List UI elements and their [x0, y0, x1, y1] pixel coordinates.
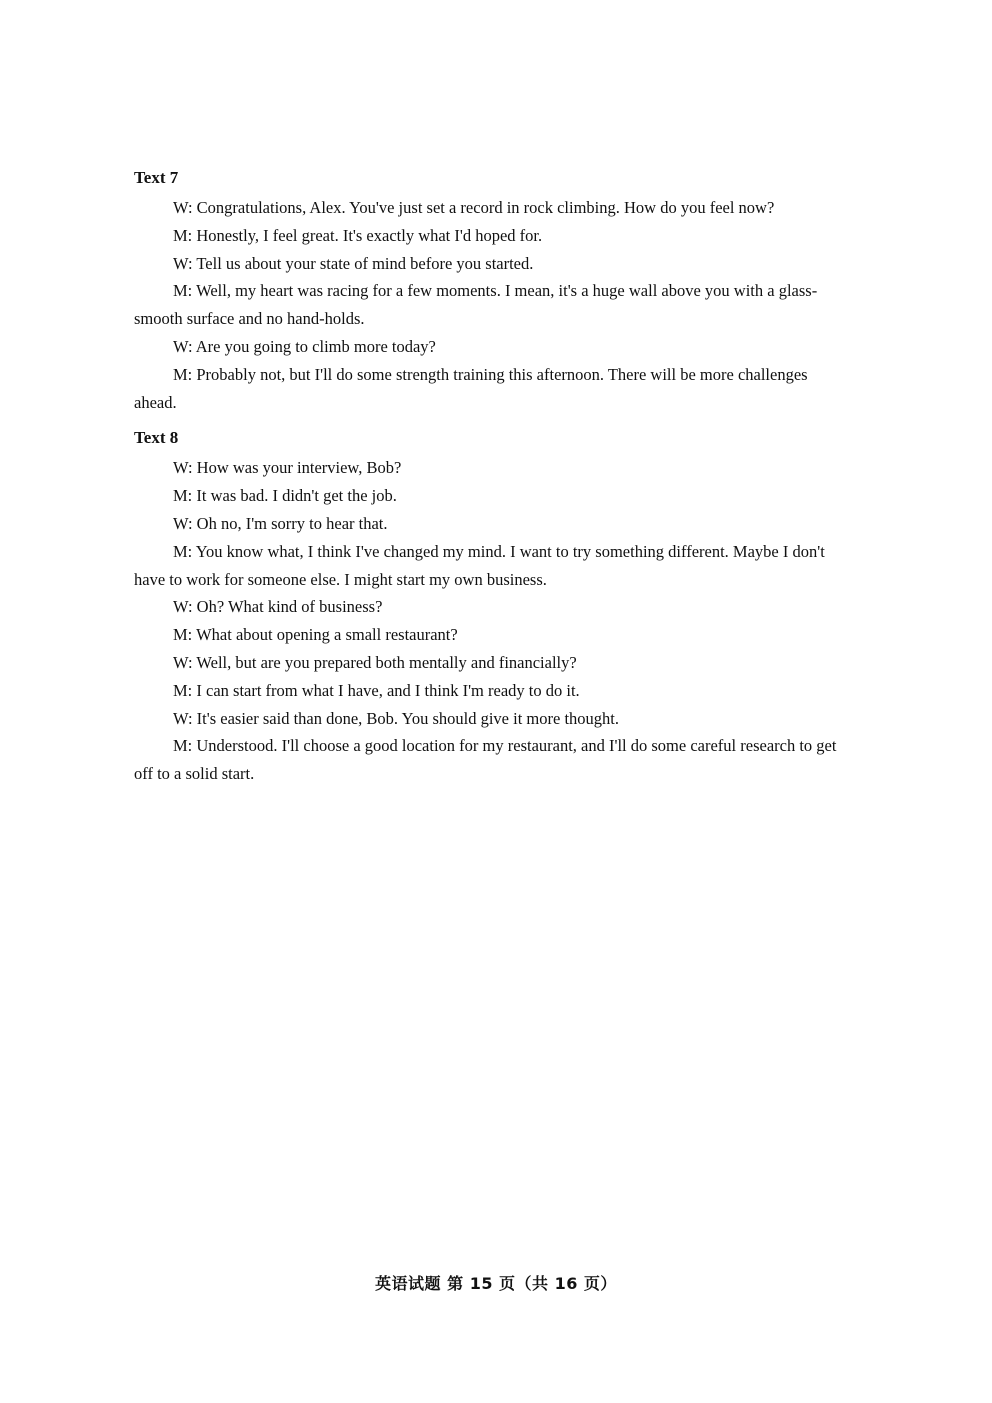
transcript-content: [134, 166, 846, 788]
dialogue-line: M: I can start from what I have, and I think I'm ready to do it.: [173, 680, 580, 700]
dialogue-line: W: Oh no, I'm sorry to hear that.: [173, 513, 388, 533]
dialogue-line: W: It's easier said than done, Bob. You should give it more thought.: [173, 708, 619, 728]
dialogue-line: M: Understood. I'll choose a good location for my restaurant, and I'll do some careful research to get off to a solid start.: [134, 736, 837, 784]
section-heading: Text 7: [134, 168, 179, 187]
page-footer: 英语试题 第 15 页（共 16 页）: [375, 1274, 617, 1293]
dialogue-line: W: How was your interview, Bob?: [173, 458, 402, 478]
dialogue-line: M: What about opening a small restaurant?: [173, 625, 458, 645]
dialogue-line: M: Honestly, I feel great. It's exactly what I'd hoped for.: [173, 225, 543, 245]
dialogue-line: W: Congratulations, Alex. You've just set a record in rock climbing. How do you feel now?: [173, 198, 775, 217]
dialogue-line: M: Probably not, but I'll do some strength training this afternoon. There will be more challenges ahead.: [134, 364, 808, 412]
dialogue-line: W: Are you going to climb more today?: [173, 336, 436, 356]
dialogue-line: W: Tell us about your state of mind before you started.: [173, 253, 534, 273]
transcript-section-text-7: [134, 166, 846, 416]
section-heading: Text 8: [134, 428, 179, 448]
dialogue-line: M: It was bad. I didn't get the job.: [173, 486, 397, 506]
dialogue-line: W: Well, but are you prepared both mentally and financially?: [173, 652, 577, 672]
dialogue-line: W: Oh? What kind of business?: [173, 597, 383, 617]
transcript-section-text-8: [134, 426, 846, 788]
dialogue-line: M: You know what, I think I've changed my mind. I want to try something different. Maybe I don't have to work for someone else. I might start my own business.: [134, 541, 825, 589]
dialogue-line: M: Well, my heart was racing for a few moments. I mean, it's a huge wall above you with a glass-smooth surface and no hand-holds.: [134, 281, 818, 329]
